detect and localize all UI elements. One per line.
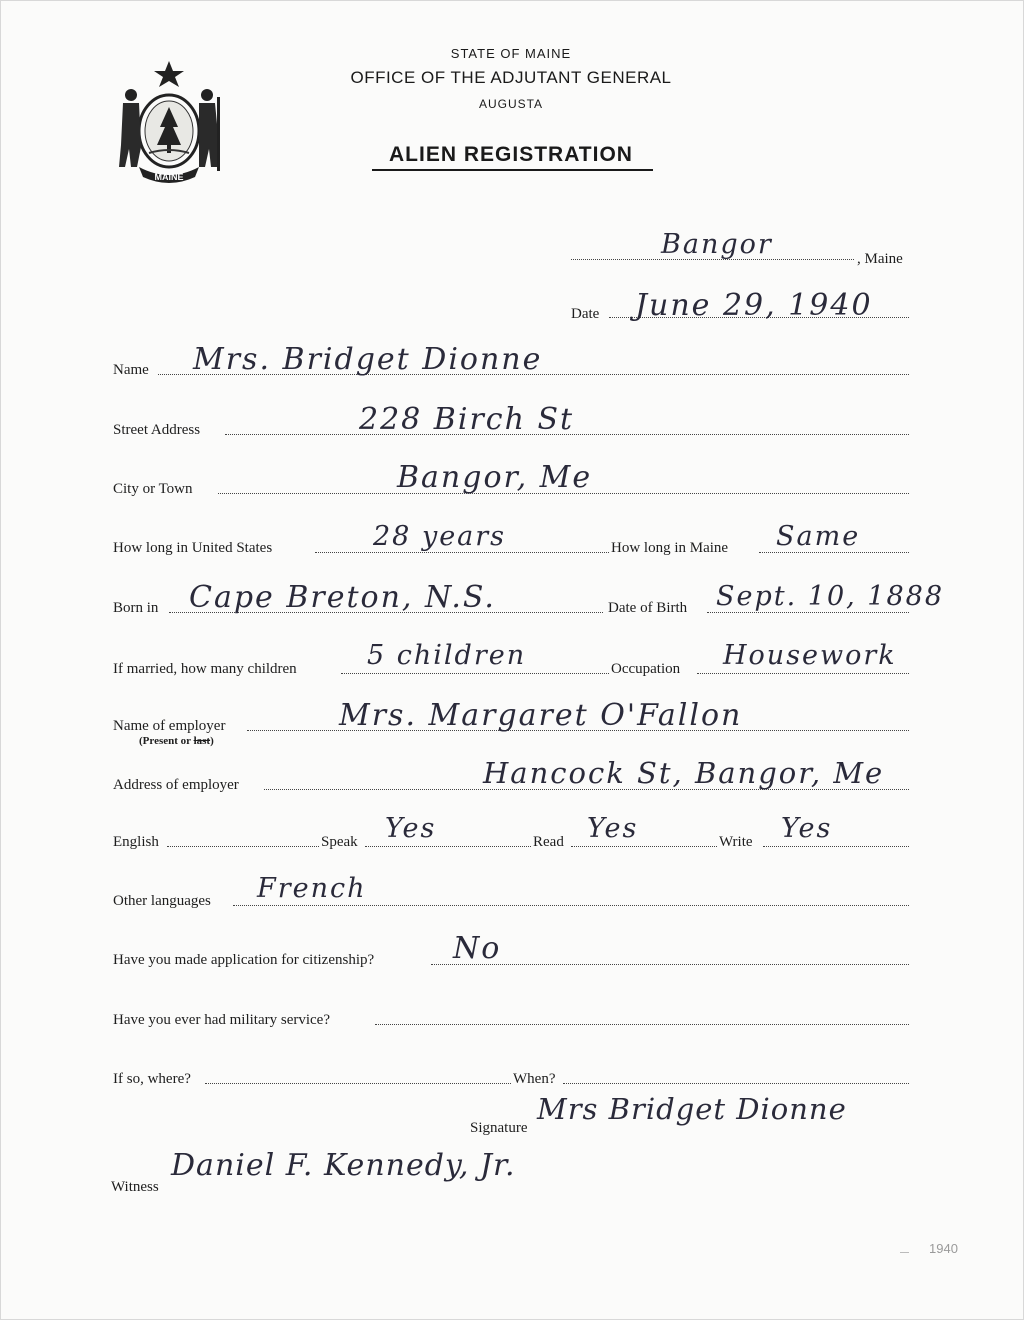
last-struck-note: last [193, 735, 211, 747]
if-so-line [205, 1083, 511, 1084]
children-line [341, 673, 609, 674]
employer-name-value: Mrs. Margaret O'Fallon [339, 698, 743, 733]
how-long-maine-value: Same [776, 521, 861, 552]
office-heading: OFFICE OF THE ADJUTANT GENERAL [350, 68, 672, 87]
witness-value: Daniel F. Kennedy, Jr. [171, 1148, 516, 1183]
military-label: Have you ever had military service? [113, 1012, 330, 1028]
street-label: Street Address [113, 422, 201, 438]
speak-label: Speak [321, 834, 358, 850]
citizenship-label: Have you made application for citizenship? [113, 952, 375, 968]
write-value: Yes [781, 813, 833, 844]
born-in-label: Born in [113, 600, 159, 616]
when-label: When? [513, 1071, 556, 1087]
speak-line [365, 846, 531, 847]
city-label: City or Town [113, 481, 193, 497]
citizenship-value: No [453, 931, 502, 966]
born-in-value: Cape Breton, N.S. [189, 580, 496, 615]
how-long-us-value: 28 years [373, 521, 507, 552]
english-label: English [113, 834, 159, 850]
present-note: (Present or [139, 735, 194, 747]
read-label: Read [533, 834, 564, 850]
date-label: Date [571, 306, 600, 322]
if-so-label: If so, where? [113, 1071, 191, 1087]
read-line [571, 846, 717, 847]
how-long-maine-line [759, 552, 909, 553]
english-line [167, 846, 319, 847]
form-title: ALIEN REGISTRATION [389, 143, 633, 166]
occupation-label: Occupation [611, 661, 681, 677]
military-line [375, 1024, 909, 1025]
dob-line [707, 612, 909, 613]
svg-text:MAINE: MAINE [154, 172, 184, 182]
occupation-line [697, 673, 909, 674]
how-long-maine-label: How long in Maine [611, 540, 729, 556]
write-label: Write [719, 834, 753, 850]
when-line [563, 1083, 909, 1084]
signature-value: Mrs Bridget Dionne [537, 1092, 847, 1126]
speak-value: Yes [385, 813, 437, 844]
margin-dash [900, 1252, 909, 1253]
other-languages-label: Other languages [113, 893, 211, 909]
how-long-us-label: How long in United States [113, 540, 273, 556]
maine-label: , Maine [857, 251, 903, 267]
other-languages-value: French [257, 873, 367, 904]
archive-stamp: 1940 [929, 1241, 958, 1256]
witness-label: Witness [111, 1179, 159, 1195]
present-or-last-note [139, 736, 214, 747]
employer-address-label: Address of employer [113, 777, 239, 793]
present-note-close: ) [210, 735, 214, 747]
children-label: If married, how many children [113, 661, 297, 677]
city-heading: AUGUSTA [478, 97, 544, 111]
dob-value: Sept. 10, 1888 [716, 581, 945, 612]
employer-name-label: Name of employer [113, 718, 226, 734]
name-value: Mrs. Bridget Dionne [193, 342, 543, 377]
citizenship-line [431, 964, 909, 965]
employer-address-value: Hancock St, Bangor, Me [483, 756, 885, 790]
city-value: Bangor, Me [397, 460, 593, 495]
children-value: 5 children [367, 640, 527, 671]
name-label: Name [113, 362, 149, 378]
title-underline [372, 169, 653, 171]
dob-label: Date of Birth [608, 600, 688, 616]
state-heading: STATE OF MAINE [450, 46, 572, 61]
place-value: Bangor [661, 229, 773, 260]
state-seal-icon [113, 57, 225, 185]
read-value: Yes [587, 813, 639, 844]
street-value: 228 Birch St [359, 402, 575, 437]
occupation-value: Housework [723, 640, 897, 671]
signature-label: Signature [470, 1120, 528, 1136]
write-line [763, 846, 909, 847]
other-languages-line [233, 905, 909, 906]
date-value: June 29, 1940 [635, 288, 873, 323]
how-long-us-line [315, 552, 609, 553]
